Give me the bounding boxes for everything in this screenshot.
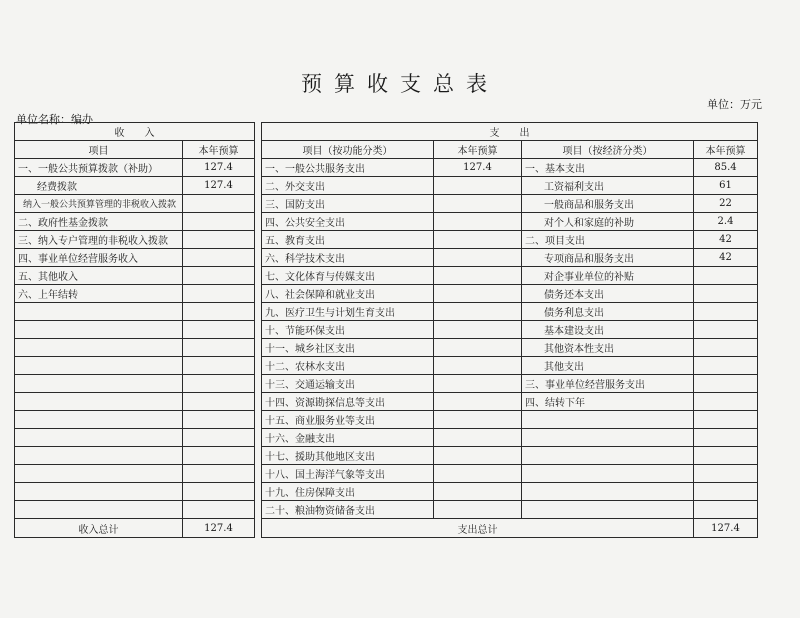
econ-budget-header: 本年预算 [694,141,758,159]
func-item: 十六、金融支出 [262,429,434,447]
table-row [15,447,758,465]
income-item: 一、一般公共预算拨款（补助） [15,159,183,177]
table-row [15,195,758,213]
func-budget [434,285,522,303]
income-budget [183,501,255,519]
income-item [15,447,183,465]
income-budget [183,411,255,429]
income-budget [183,303,255,321]
func-budget [434,177,522,195]
table-row [15,393,758,411]
table-row [15,357,758,375]
income-item: 二、政府性基金拨款 [15,213,183,231]
func-budget [434,447,522,465]
econ-item: 四、结转下年 [522,393,694,411]
income-item: 纳入一般公共预算管理的非税收入拨款 [15,195,183,213]
func-item: 二十、粮油物资储备支出 [262,501,434,519]
income-budget [183,321,255,339]
econ-budget [694,429,758,447]
func-budget [434,429,522,447]
econ-budget: 2.4 [694,213,758,231]
income-header: 收 入 [15,123,255,141]
func-item: 六、科学技术支出 [262,249,434,267]
income-budget [183,213,255,231]
income-total-label: 收入总计 [15,519,183,538]
econ-budget [694,411,758,429]
income-item [15,357,183,375]
econ-item: 二、项目支出 [522,231,694,249]
table-row [15,501,758,519]
income-item [15,501,183,519]
income-item [15,393,183,411]
func-budget [434,267,522,285]
header-row-1 [15,123,758,141]
income-budget-header: 本年预算 [183,141,255,159]
income-item-header: 项目 [15,141,183,159]
econ-item: 一、基本支出 [522,159,694,177]
income-item: 经费拨款 [15,177,183,195]
func-budget [434,393,522,411]
econ-budget [694,465,758,483]
func-item-header: 项目（按功能分类） [262,141,434,159]
table-row [15,303,758,321]
econ-item [522,465,694,483]
func-budget [434,357,522,375]
func-budget [434,375,522,393]
func-item: 十二、农林水支出 [262,357,434,375]
income-budget: 127.4 [183,177,255,195]
econ-budget [694,501,758,519]
econ-budget [694,267,758,285]
econ-item [522,447,694,465]
econ-item: 一般商品和服务支出 [522,195,694,213]
income-budget [183,195,255,213]
income-item: 四、事业单位经营服务收入 [15,249,183,267]
table-row [15,483,758,501]
econ-item-header: 项目（按经济分类） [522,141,694,159]
econ-item: 对企事业单位的补贴 [522,267,694,285]
econ-budget: 85.4 [694,159,758,177]
income-budget: 127.4 [183,159,255,177]
page-title: 预算收支总表 [301,72,499,96]
income-budget [183,249,255,267]
table-row [15,177,758,195]
func-item: 九、医疗卫生与计划生育支出 [262,303,434,321]
func-item: 五、教育支出 [262,231,434,249]
table-row [15,267,758,285]
func-budget [434,411,522,429]
econ-budget: 42 [694,231,758,249]
expense-header: 支 出 [262,123,758,141]
econ-item: 专项商品和服务支出 [522,249,694,267]
econ-item [522,501,694,519]
func-item: 八、社会保障和就业支出 [262,285,434,303]
income-item [15,321,183,339]
econ-item: 其他资本性支出 [522,339,694,357]
budget-summary-table [14,122,758,538]
table-row [15,411,758,429]
func-item: 十、节能环保支出 [262,321,434,339]
func-item: 十四、资源勘探信息等支出 [262,393,434,411]
econ-item: 债务还本支出 [522,285,694,303]
income-budget [183,393,255,411]
econ-item [522,411,694,429]
func-budget [434,303,522,321]
econ-item: 债务利息支出 [522,303,694,321]
func-budget [434,231,522,249]
income-item [15,465,183,483]
econ-item: 基本建设支出 [522,321,694,339]
income-item [15,411,183,429]
unit-label: 单位：万元 [707,98,762,111]
income-budget [183,285,255,303]
income-item [15,375,183,393]
func-budget [434,465,522,483]
income-item [15,483,183,501]
income-budget [183,375,255,393]
econ-budget [694,357,758,375]
table-row [15,465,758,483]
func-budget [434,321,522,339]
econ-item [522,483,694,501]
income-budget [183,267,255,285]
econ-budget [694,483,758,501]
table-row [15,159,758,177]
func-item: 十八、国土海洋气象等支出 [262,465,434,483]
table-row [15,321,758,339]
econ-item: 其他支出 [522,357,694,375]
func-budget [434,249,522,267]
func-budget: 127.4 [434,159,522,177]
income-budget [183,231,255,249]
func-item: 十七、援助其他地区支出 [262,447,434,465]
econ-budget [694,393,758,411]
income-budget [183,339,255,357]
econ-budget [694,375,758,393]
econ-budget [694,303,758,321]
table-row [15,429,758,447]
econ-budget [694,285,758,303]
income-item: 五、其他收入 [15,267,183,285]
func-budget-header: 本年预算 [434,141,522,159]
econ-item: 工资福利支出 [522,177,694,195]
func-item: 七、文化体育与传媒支出 [262,267,434,285]
expense-total-value: 127.4 [694,519,758,538]
econ-budget: 61 [694,177,758,195]
table-row [15,339,758,357]
func-budget [434,213,522,231]
income-total-value: 127.4 [183,519,255,538]
org-label: 单位名称：编办 [16,113,93,126]
income-budget [183,429,255,447]
income-item [15,303,183,321]
func-item: 十五、商业服务业等支出 [262,411,434,429]
func-budget [434,483,522,501]
income-item [15,339,183,357]
table-row [15,213,758,231]
income-budget [183,447,255,465]
func-budget [434,501,522,519]
func-item: 十九、住房保障支出 [262,483,434,501]
table-row [15,231,758,249]
income-budget [183,465,255,483]
table-row [15,249,758,267]
func-budget [434,339,522,357]
income-item [15,429,183,447]
econ-budget [694,339,758,357]
func-item: 十三、交通运输支出 [262,375,434,393]
func-item: 一、一般公共服务支出 [262,159,434,177]
func-budget [434,195,522,213]
income-item: 三、纳入专户管理的非税收入拨款 [15,231,183,249]
income-item: 六、上年结转 [15,285,183,303]
table-row [15,285,758,303]
econ-item: 三、事业单位经营服务支出 [522,375,694,393]
expense-total-label: 支出总计 [262,519,694,538]
table-row [15,375,758,393]
totals-row [15,519,758,538]
econ-budget [694,321,758,339]
func-item: 三、国防支出 [262,195,434,213]
header-row-2 [15,141,758,159]
econ-item [522,429,694,447]
econ-item: 对个人和家庭的补助 [522,213,694,231]
income-budget [183,357,255,375]
econ-budget: 22 [694,195,758,213]
func-item: 十一、城乡社区支出 [262,339,434,357]
func-item: 四、公共安全支出 [262,213,434,231]
func-item: 二、外交支出 [262,177,434,195]
econ-budget: 42 [694,249,758,267]
income-budget [183,483,255,501]
econ-budget [694,447,758,465]
